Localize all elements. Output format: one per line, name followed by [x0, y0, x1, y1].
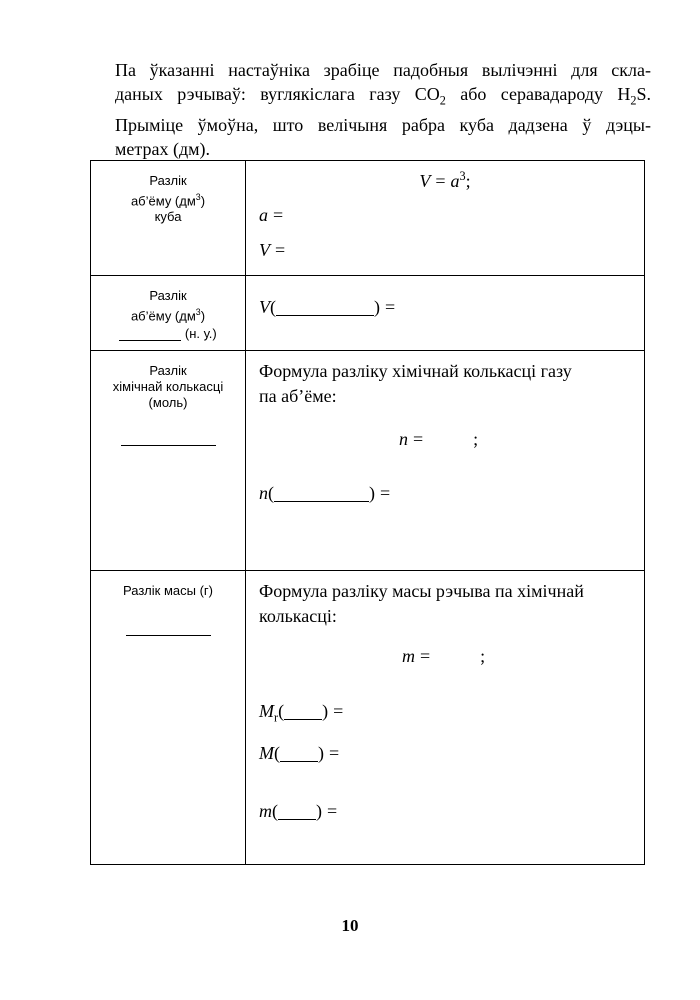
content-cell-cube-volume: [246, 161, 644, 275]
label-line: Разлік: [149, 288, 187, 303]
blank-with-note: [91, 326, 245, 342]
equals-sign: =: [435, 171, 446, 191]
nu-note: (н. у.): [184, 326, 217, 341]
intro-line-3: Прыміце ўмоўна, што велічыня рабра куба дадзена ў дэцы-: [115, 114, 651, 135]
h2s-subscript: 2: [630, 93, 637, 108]
close-paren: ): [318, 743, 324, 763]
formula-v-equals: [259, 240, 290, 261]
close-paren: ): [322, 701, 329, 721]
close-paren: ): [374, 297, 380, 317]
heading-line: колькасці:: [259, 606, 337, 626]
co2-subscript: 2: [439, 93, 446, 108]
heading-line: Формула разліку хімічнай колькасці газу: [259, 361, 572, 381]
formula-m-equals: [402, 646, 485, 667]
var-a: a: [259, 205, 268, 225]
semicolon: ;: [465, 171, 471, 191]
var-m: m: [402, 646, 415, 666]
blank-line: [121, 432, 216, 446]
table-row-chemical-amount: [91, 351, 644, 571]
blank-line: [284, 706, 322, 720]
page-number: 10: [341, 916, 359, 935]
content-cell-chemical-amount: [246, 351, 644, 570]
intro-line-2-text: даных рэчываў: вуглякіслага газу CO: [115, 84, 440, 104]
label-cell-mass: [91, 571, 246, 864]
var-m: m: [259, 801, 272, 821]
var-v: V: [259, 240, 270, 260]
open-paren: (: [272, 801, 278, 821]
intro-line-2-text: S.: [636, 84, 652, 104]
dm3-superscript: 3: [195, 192, 201, 202]
intro-line-1: Па ўказанні настаўніка зрабіце падобныя вылічэнні для скла-: [115, 60, 651, 80]
blank-line: [278, 806, 316, 820]
blank-line: [274, 488, 369, 502]
label-line: куба: [154, 209, 182, 225]
formula-m-of-blank: [259, 801, 337, 822]
table-row-volume-nu: [91, 276, 644, 351]
equals-sign: =: [385, 297, 396, 317]
content-cell-volume-nu: [246, 276, 644, 350]
blank-line: [119, 327, 181, 341]
label-line: (моль): [148, 395, 188, 410]
var-v: V: [419, 171, 431, 191]
formula-heading-mass: [259, 579, 649, 629]
blank-line: [276, 302, 374, 316]
intro-paragraph: [115, 58, 651, 161]
var-n: n: [399, 429, 408, 449]
formula-v-equals-a-cubed: [246, 169, 644, 192]
open-paren: (: [268, 483, 274, 503]
formula-n-of-blank: [259, 483, 390, 504]
mr-subscript: r: [274, 710, 279, 725]
close-paren: ): [369, 483, 375, 503]
equals-sign: =: [420, 646, 431, 666]
heading-line: Формула разліку масы рэчыва па хімічнай: [259, 581, 584, 601]
dm3-superscript: 3: [195, 307, 201, 317]
var-a: a: [450, 171, 460, 191]
var-v: V: [259, 297, 270, 317]
intro-line-2: [115, 82, 651, 113]
formula-n-equals: [399, 429, 478, 450]
label-cell-chemical-amount: [91, 351, 246, 570]
formula-M-of-blank: [259, 743, 339, 764]
var-M: M: [259, 743, 274, 763]
equals-sign: =: [273, 205, 284, 225]
equals-sign: =: [329, 743, 340, 763]
var-n: n: [259, 483, 268, 503]
heading-line: па аб’ёме:: [259, 386, 337, 406]
blank-line: [126, 622, 211, 636]
content-cell-mass: [246, 571, 644, 864]
open-paren: (: [278, 701, 285, 721]
blank-row: [91, 621, 245, 637]
semicolon: ;: [473, 429, 479, 449]
label-line: Разлік масы (г): [123, 583, 213, 598]
table-row-mass: [91, 571, 644, 864]
formula-heading-amount: [259, 359, 644, 409]
equals-sign: =: [413, 429, 424, 449]
blank-line: [280, 748, 318, 762]
worksheet-table: [90, 160, 645, 865]
intro-line-2-text: або серавадароду H: [445, 84, 631, 104]
equals-sign: =: [380, 483, 391, 503]
formula-a-equals: [259, 205, 288, 226]
label-line: аб’ёму $(дм^3)$: [130, 192, 206, 209]
formula-mr-of-blank: [259, 701, 343, 726]
equals-sign: =: [327, 801, 338, 821]
label-line: Разлік: [149, 173, 187, 188]
label-cell-volume-nu: [91, 276, 246, 350]
close-paren: ): [316, 801, 322, 821]
var-mr: M: [259, 701, 274, 721]
label-line: Разлік: [149, 363, 187, 378]
open-paren: (: [274, 743, 280, 763]
intro-line-4: метрах (дм).: [115, 138, 210, 159]
cube-superscript: 3: [459, 169, 466, 183]
label-line: аб’ёму $(дм^3)$: [130, 307, 206, 324]
label-line: хімічнай колькасці: [112, 379, 224, 394]
equals-sign: =: [275, 240, 286, 260]
open-paren: (: [270, 297, 276, 317]
label-cell-cube-volume: [91, 161, 246, 275]
semicolon: ;: [480, 646, 486, 666]
blank-row: [91, 431, 245, 447]
formula-v-of-blank: [259, 297, 395, 318]
equals-sign: =: [333, 701, 344, 721]
table-row-cube-volume: [91, 161, 644, 276]
